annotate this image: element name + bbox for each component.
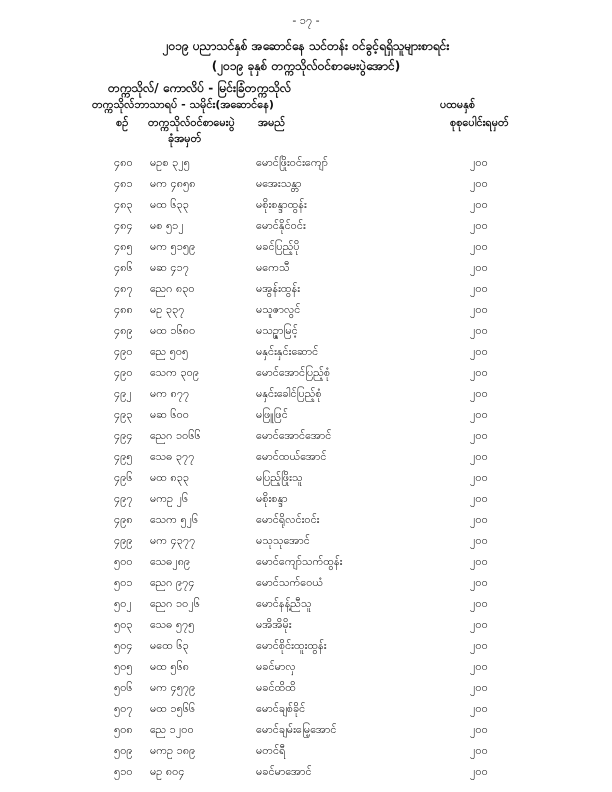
score: ၂၀၀ xyxy=(470,534,488,547)
table-row xyxy=(0,387,612,405)
score: ၂၀၀ xyxy=(470,345,488,358)
table-row xyxy=(0,576,612,594)
score: ၂၀၀ xyxy=(470,219,488,232)
roll-number: မထေ ၆၃ xyxy=(150,639,189,652)
row-number: ၄၉၈ xyxy=(114,513,133,526)
table-row xyxy=(0,702,612,720)
roll-number: ညေ ၅၀၅ xyxy=(150,345,189,358)
roll-number: သေဓ ၃၇၇ xyxy=(150,450,195,463)
score: ၂၀၀ xyxy=(470,429,488,442)
score: ၂၀၀ xyxy=(470,366,488,379)
table-row xyxy=(0,765,612,783)
table-row xyxy=(0,366,612,384)
student-name: မောင်နိုင်ဝင်း xyxy=(256,219,306,232)
score: ၂၀၀ xyxy=(470,765,488,778)
row-number: ၄၉၂ xyxy=(114,387,132,400)
table-row xyxy=(0,618,612,636)
student-name: မနှင်းနှင်းဆောင် xyxy=(256,345,319,358)
student-name: မစိုးစန္ဒာထွန်း xyxy=(256,198,307,211)
roll-number: ညေဂ ၈၃၀ xyxy=(150,282,195,295)
roll-number: မက ၄၅၇၉ xyxy=(150,681,196,694)
student-name: မောင်ရိုလင်းဝင်း xyxy=(256,513,320,526)
table-row xyxy=(0,534,612,552)
column-header-roll: တက္ကသိုလ်ဝင်စာမေးပွဲ xyxy=(148,116,235,129)
roll-number: မထ ၁၅၆၆ xyxy=(150,702,196,715)
row-number: ၄၉၅ xyxy=(114,450,133,463)
score: ၂၀၀ xyxy=(470,513,488,526)
roll-number: မကဥ ၂၆ xyxy=(150,492,189,505)
score: ၂၀၀ xyxy=(470,597,488,610)
table-row xyxy=(0,198,612,216)
student-name: မခင်ထိထိ xyxy=(256,681,296,694)
student-name: မောင်ချစ်ခိုင် xyxy=(256,702,306,715)
row-number: ၅၀၃ xyxy=(114,618,133,631)
score: ၂၀၀ xyxy=(470,471,488,484)
student-name: မဖြူဖြင် xyxy=(256,408,288,421)
table-row xyxy=(0,492,612,510)
table-row xyxy=(0,723,612,741)
document-title: ၂၀၁၉ ပညာသင်နှစ် အဆောင်နေ သင်တန်း ဝင်ခွင့်ရရှိသူများစာရင်း xyxy=(162,39,450,53)
roll-number: မစ ၅၁၂ xyxy=(150,219,184,232)
row-number: ၅၁၀ xyxy=(114,765,133,778)
department-header: တက္ကသိုလ်ဘာသာရပ် - သမိုင်း(အဆောင်နေ) xyxy=(92,98,274,111)
roll-number: ညေဂ ၉၇၄ xyxy=(150,576,195,589)
student-name: မအေးသန္တာ xyxy=(256,177,302,190)
score: ၂၀၀ xyxy=(470,555,488,568)
table-row xyxy=(0,450,612,468)
roll-number: မထ ၈၃၃ xyxy=(150,471,190,484)
table-row xyxy=(0,240,612,258)
student-name: မောင်ချမ်းမြေ့အောင် xyxy=(256,723,337,736)
row-number: ၄၉၀ xyxy=(114,345,133,358)
student-name: မသုသုအောင် xyxy=(256,534,310,547)
row-number: ၅၀၀ xyxy=(114,555,133,568)
year-header: ပထမနှစ် xyxy=(440,98,476,111)
score: ၂၀၀ xyxy=(470,177,488,190)
table-row xyxy=(0,681,612,699)
row-number: ၅၀၅ xyxy=(114,660,133,673)
score: ၂၀၀ xyxy=(470,681,488,694)
student-name: မကေသီ xyxy=(256,261,290,274)
row-number: ၅၀၂ xyxy=(114,597,132,610)
roll-number: မဆ ၆၀၀ xyxy=(150,408,189,421)
student-name: မောင်အောင်ပြည့်စုံ xyxy=(256,366,331,379)
row-number: ၅၀၈ xyxy=(114,723,133,736)
roll-number: မဥ ၈၀၄ xyxy=(150,765,185,778)
row-number: ၄၈၀ xyxy=(114,156,133,169)
student-name: မသဥ္ဇာမြင့် xyxy=(256,324,298,337)
roll-number: မထ ၁၆၈၀ xyxy=(150,324,196,337)
roll-number: ညေဂ ၁၀၂၆ xyxy=(150,597,200,610)
roll-number: မဆ ၄၁၇ xyxy=(150,261,189,274)
student-name: မောင်သက်ဝေယံ xyxy=(256,576,324,589)
table-row xyxy=(0,219,612,237)
roll-number: မက ၄၈၅၈ xyxy=(150,177,196,190)
table-row xyxy=(0,261,612,279)
roll-number: မက ၈၇၇ xyxy=(150,387,190,400)
roll-number: သေဓ၂၈၉ xyxy=(150,555,191,568)
score: ၂၀၀ xyxy=(470,303,488,316)
roll-number: သေက ၅၂၆ xyxy=(150,513,199,526)
row-number: ၄၈၁ xyxy=(114,177,133,190)
score: ၂၀၀ xyxy=(470,618,488,631)
row-number: ၅၀၁ xyxy=(114,576,133,589)
score: ၂၀၀ xyxy=(470,156,488,169)
student-name: မပြည့်ဖြိုးသူ xyxy=(256,471,303,484)
row-number: ၅၀၇ xyxy=(114,702,133,715)
column-header-name: အမည် xyxy=(258,116,286,129)
score: ၂၀၀ xyxy=(470,240,488,253)
row-number: ၅၀၉ xyxy=(114,744,133,757)
table-row xyxy=(0,282,612,300)
score: ၂၀၀ xyxy=(470,282,488,295)
student-name: မခင်ပြည့်ပို xyxy=(256,240,300,253)
student-name: မအွန်းထွန်း xyxy=(256,282,300,295)
score: ၂၀၀ xyxy=(470,492,488,505)
score: ၂၀၀ xyxy=(470,261,488,274)
student-name: မခင်မာအောင် xyxy=(256,765,312,778)
row-number: ၄၉၆ xyxy=(114,471,133,484)
row-number: ၄၈၇ xyxy=(114,282,133,295)
score: ၂၀၀ xyxy=(470,702,488,715)
row-number: ၅၀၆ xyxy=(114,681,133,694)
student-name: မောင်ဖြိုးဝင်းကျော် xyxy=(256,156,328,169)
roll-number: မဥစ ၃၂၅ xyxy=(150,156,190,169)
score: ၂၀၀ xyxy=(470,387,488,400)
student-name: မောင်စိုင်းထူးထွန်း xyxy=(256,639,327,652)
table-row xyxy=(0,408,612,426)
row-number: ၄၈၃ xyxy=(114,198,133,211)
row-number: ၄၉၉ xyxy=(114,534,133,547)
roll-number: မက ၅၁၅၉ xyxy=(150,240,196,253)
roll-number: သေက ၃၀၉ xyxy=(150,366,200,379)
table-row xyxy=(0,471,612,489)
student-name: မောင်နန့်ညီသူ xyxy=(256,597,312,610)
row-number: ၄၈၈ xyxy=(114,303,133,316)
table-row xyxy=(0,744,612,762)
row-number: ၄၉၃ xyxy=(114,408,133,421)
score: ၂၀၀ xyxy=(470,324,488,337)
row-number: ၄၈၆ xyxy=(114,261,133,274)
score: ၂၀၀ xyxy=(470,744,488,757)
row-number: ၅၀၄ xyxy=(114,639,133,652)
row-number: ၄၉၇ xyxy=(114,492,133,505)
page-number: - ၁၇ - xyxy=(292,14,320,27)
student-name: မောင်ထယ်အောင် xyxy=(256,450,327,463)
score: ၂၀၀ xyxy=(470,450,488,463)
roll-number: ညေ ၁၂၀၀ xyxy=(150,723,194,736)
roll-number: မက ၄၃၇၇ xyxy=(150,534,196,547)
column-header-score: စုစုပေါင်းရမှတ် xyxy=(450,116,509,129)
roll-number: မကဥ ၁၈၉ xyxy=(150,744,196,757)
row-number: ၄၈၄ xyxy=(114,219,133,232)
score: ၂၀၀ xyxy=(470,408,488,421)
student-name: မအိအိမိုး xyxy=(256,618,292,631)
student-name: မစိုးစန္ဒာ xyxy=(256,492,288,505)
student-name: မနှင်းခေါင်ပြည့်စုံ xyxy=(256,387,322,400)
score: ၂၀၀ xyxy=(470,198,488,211)
student-name: မခင်မာလှ xyxy=(256,660,296,673)
row-number: ၄၉၄ xyxy=(114,429,133,442)
table-row xyxy=(0,156,612,174)
roll-number: သေဓ ၅၇၅ xyxy=(150,618,195,631)
table-row xyxy=(0,177,612,195)
score: ၂၀၀ xyxy=(470,723,488,736)
score: ၂၀၀ xyxy=(470,639,488,652)
student-name: မတင်ရီ xyxy=(256,744,286,757)
table-row xyxy=(0,660,612,678)
table-row xyxy=(0,555,612,573)
university-label: တက္ကသိုလ်/ ကောလိပ် - မြင်းခြံတက္ကသိုလ် xyxy=(108,81,292,95)
column-header-roll-sub: ခုံအမှတ် xyxy=(168,132,202,145)
table-row xyxy=(0,597,612,615)
roll-number: မဥ ၃၃၇ xyxy=(150,303,185,316)
table-row xyxy=(0,303,612,321)
roll-number: မထ ၅၆၈ xyxy=(150,660,190,673)
score: ၂၀၀ xyxy=(470,576,488,589)
table-row xyxy=(0,639,612,657)
roll-number: မထ ၆၃၃ xyxy=(150,198,189,211)
row-number: ၄၉၀ xyxy=(114,366,133,379)
document-subtitle: (၂၀၁၉ ခုနှစ် တက္ကသိုလ်ဝင်စာမေးပွဲအောင်) xyxy=(211,59,401,73)
column-header-no: စဉ် xyxy=(116,116,129,129)
row-number: ၄၈၉ xyxy=(114,324,133,337)
student-name: မသူဇာလွင် xyxy=(256,303,301,316)
table-row xyxy=(0,345,612,363)
student-name: မောင်ကျော်သက်ထွန်း xyxy=(256,555,343,568)
score: ၂၀၀ xyxy=(470,660,488,673)
table-row xyxy=(0,324,612,342)
table-row xyxy=(0,513,612,531)
table-row xyxy=(0,429,612,447)
roll-number: ညေဂ ၁၀၆၆ xyxy=(150,429,201,442)
student-name: မောင်အောင်အောင် xyxy=(256,429,332,442)
row-number: ၄၈၅ xyxy=(114,240,133,253)
